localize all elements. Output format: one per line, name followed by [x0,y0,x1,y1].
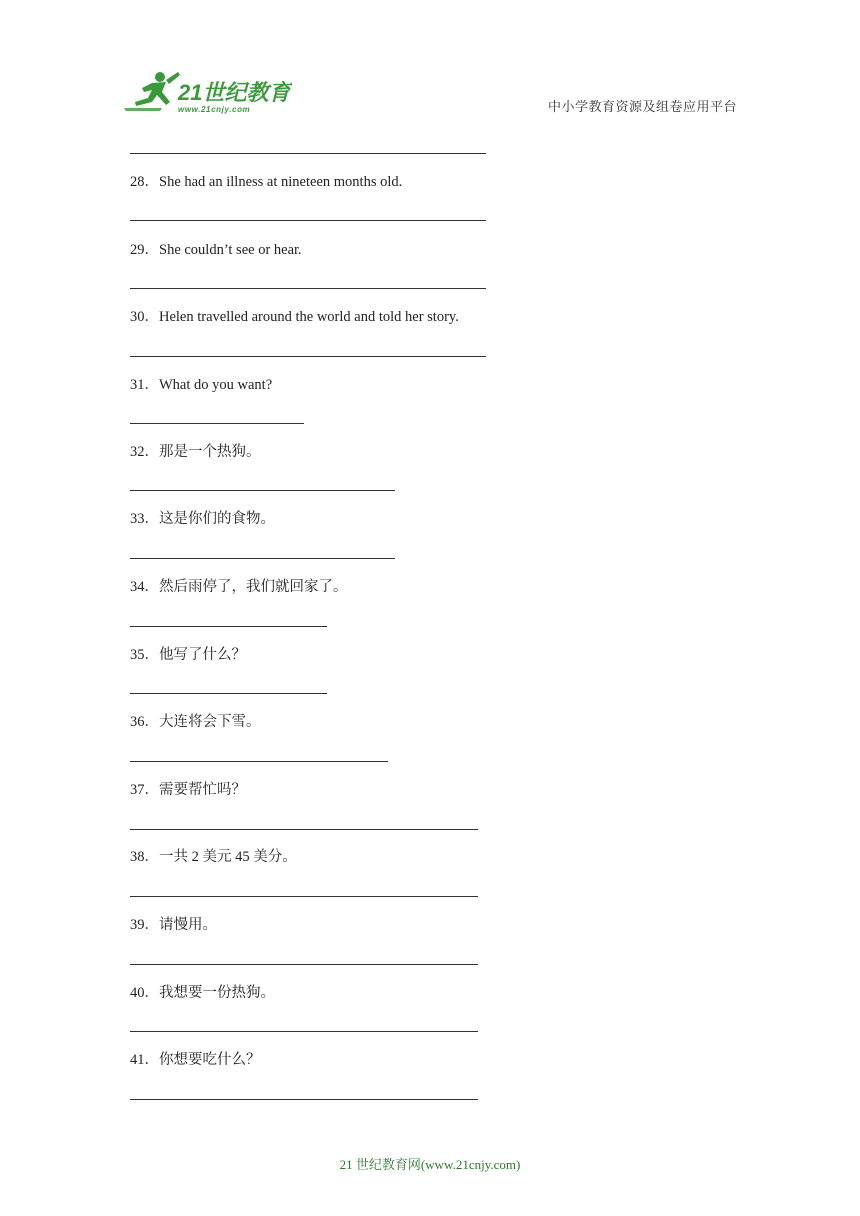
question-number: 37． [130,782,159,798]
question-text: She couldn’t see or hear. [159,242,302,258]
question-number: 39． [130,917,159,933]
answer-line [130,829,478,830]
question-number: 29． [130,242,159,258]
question-number: 36． [130,714,159,730]
question-text: 一共 2 美元 45 美分。 [159,849,297,865]
question-text: 你想要吃什么？ [159,1052,261,1068]
question-text: 大连将会下雪。 [159,714,261,730]
question-37 [130,781,246,799]
question-35 [130,646,246,664]
question-31 [130,376,272,394]
question-text: Helen travelled around the world and told her story. [159,309,459,325]
question-number: 30． [130,309,159,325]
question-41 [130,1051,261,1069]
question-text: 这是你们的食物。 [159,511,275,527]
logo-url: www.21cnjy.com [178,105,251,114]
question-number: 33． [130,511,159,527]
question-number: 35． [130,647,159,663]
answer-line [130,1031,478,1032]
answer-line [130,626,327,627]
site-logo [122,68,292,116]
question-number: 31． [130,377,159,393]
answer-line [130,896,478,897]
question-40 [130,984,275,1002]
answer-line [130,153,486,154]
answer-line [130,761,388,762]
answer-line [130,490,395,491]
question-28 [130,173,402,191]
question-32 [130,443,261,461]
answer-line [130,220,486,221]
question-text: 他写了什么？ [159,647,246,663]
question-36 [130,713,261,731]
header-platform-text: 中小学教育资源及组卷应用平台 [548,99,738,114]
question-text: What do you want? [159,377,273,393]
answer-line [130,423,304,424]
question-text: 然后雨停了，我们就回家了。 [159,579,348,595]
question-number: 38． [130,849,159,865]
answer-line [130,288,486,289]
question-text: 请慢用。 [159,917,217,933]
question-34 [130,578,348,596]
question-text: 需要帮忙吗？ [159,782,246,798]
question-number: 34． [130,579,159,595]
question-text: 那是一个热狗。 [159,444,261,460]
question-text: She had an illness at nineteen months old. [159,174,403,190]
question-number: 28． [130,174,159,190]
question-number: 32． [130,444,159,460]
question-number: 40． [130,985,159,1001]
question-39 [130,916,217,934]
question-text: 我想要一份热狗。 [159,985,275,1001]
question-33 [130,510,275,528]
question-30 [130,308,459,326]
question-29 [130,241,302,259]
logo-title: 21世纪教育 [178,80,291,105]
answer-line [130,356,486,357]
answer-line [130,558,395,559]
footer-link[interactable]: 21 世纪教育网(www.21cnjy.com) [339,1157,521,1172]
question-number: 41． [130,1052,159,1068]
answer-line [130,1099,478,1100]
answer-line [130,693,327,694]
runner-logo-icon [124,72,180,111]
question-38 [130,848,297,866]
answer-line [130,964,478,965]
